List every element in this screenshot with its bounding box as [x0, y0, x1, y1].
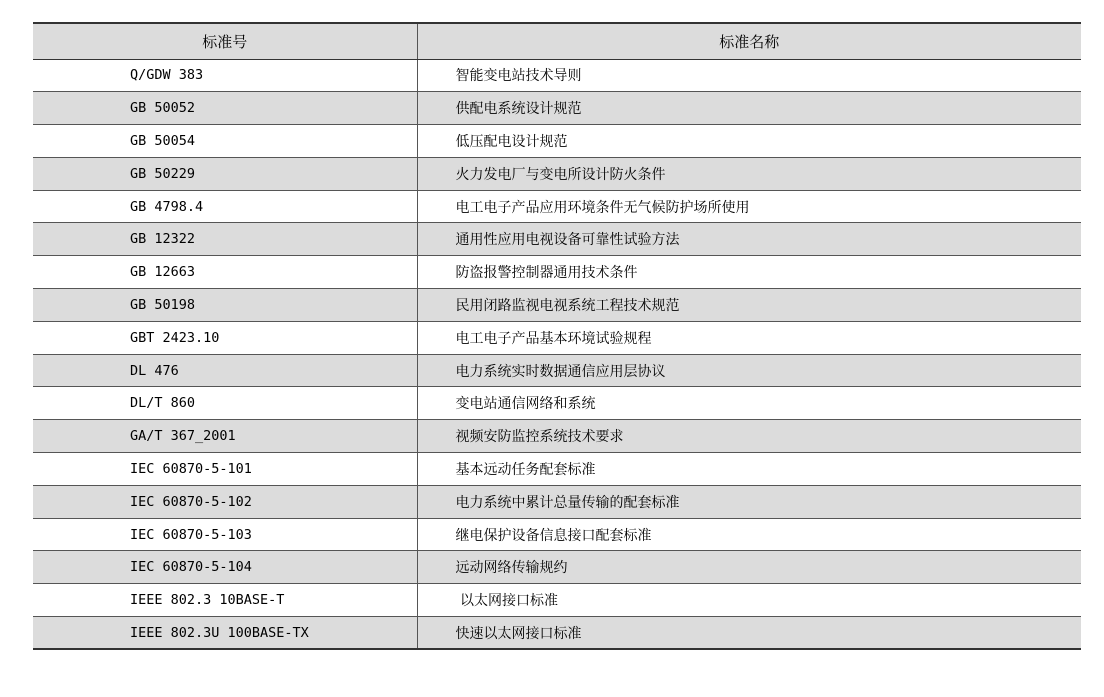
standard-name: 民用闭路监视电视系统工程技术规范: [417, 289, 1081, 322]
standard-name: 智能变电站技术导则: [417, 59, 1081, 92]
standard-number: IEC 60870-5-102: [33, 485, 417, 518]
table-row: [33, 92, 1081, 125]
standard-number: IEC 60870-5-103: [33, 518, 417, 551]
table-row: [33, 125, 1081, 158]
table-row: [33, 59, 1081, 92]
table-row: [33, 354, 1081, 387]
standard-number: IEC 60870-5-104: [33, 551, 417, 584]
standard-name: 视频安防监控系统技术要求: [417, 420, 1081, 453]
header-standard-name: 标准名称: [417, 23, 1081, 59]
standard-number: Q/GDW 383: [33, 59, 417, 92]
standard-name: 供配电系统设计规范: [417, 92, 1081, 125]
header-row: [33, 23, 1081, 59]
table-row: [33, 289, 1081, 322]
standard-number: IEEE 802.3 10BASE-T: [33, 584, 417, 617]
standard-name: 继电保护设备信息接口配套标准: [417, 518, 1081, 551]
standard-name: 基本远动任务配套标准: [417, 453, 1081, 486]
table-row: [33, 551, 1081, 584]
table-header: [33, 23, 1081, 59]
standard-name: 远动网络传输规约: [417, 551, 1081, 584]
table-body: [33, 59, 1081, 649]
table-row: [33, 453, 1081, 486]
standards-table: [33, 22, 1081, 650]
table-row: [33, 157, 1081, 190]
standard-name: 以太网接口标准: [417, 584, 1081, 617]
table-row: [33, 485, 1081, 518]
standard-name: 电力系统实时数据通信应用层协议: [417, 354, 1081, 387]
table-row: [33, 584, 1081, 617]
standard-number: IEC 60870-5-101: [33, 453, 417, 486]
standard-name: 电力系统中累计总量传输的配套标准: [417, 485, 1081, 518]
standard-name: 火力发电厂与变电所设计防火条件: [417, 157, 1081, 190]
standard-number: DL/T 860: [33, 387, 417, 420]
standard-name: 防盗报警控制器通用技术条件: [417, 256, 1081, 289]
table-row: [33, 223, 1081, 256]
standard-number: GB 50054: [33, 125, 417, 158]
standard-name: 低压配电设计规范: [417, 125, 1081, 158]
table-row: [33, 321, 1081, 354]
table-row: [33, 190, 1081, 223]
standard-number: IEEE 802.3U 100BASE-TX: [33, 617, 417, 650]
header-standard-number: 标准号: [33, 23, 417, 59]
standard-name: 通用性应用电视设备可靠性试验方法: [417, 223, 1081, 256]
table-row: [33, 387, 1081, 420]
standard-number: GA/T 367_2001: [33, 420, 417, 453]
standard-number: GB 12663: [33, 256, 417, 289]
table-row: [33, 420, 1081, 453]
standard-number: GBT 2423.10: [33, 321, 417, 354]
standard-number: GB 50052: [33, 92, 417, 125]
standard-number: GB 50198: [33, 289, 417, 322]
table-row: [33, 518, 1081, 551]
standard-number: GB 50229: [33, 157, 417, 190]
table-row: [33, 617, 1081, 650]
standard-name: 快速以太网接口标准: [417, 617, 1081, 650]
standard-number: DL 476: [33, 354, 417, 387]
standard-name: 电工电子产品基本环境试验规程: [417, 321, 1081, 354]
standard-name: 变电站通信网络和系统: [417, 387, 1081, 420]
table-row: [33, 256, 1081, 289]
standard-name: 电工电子产品应用环境条件无气候防护场所使用: [417, 190, 1081, 223]
standard-number: GB 4798.4: [33, 190, 417, 223]
standard-number: GB 12322: [33, 223, 417, 256]
